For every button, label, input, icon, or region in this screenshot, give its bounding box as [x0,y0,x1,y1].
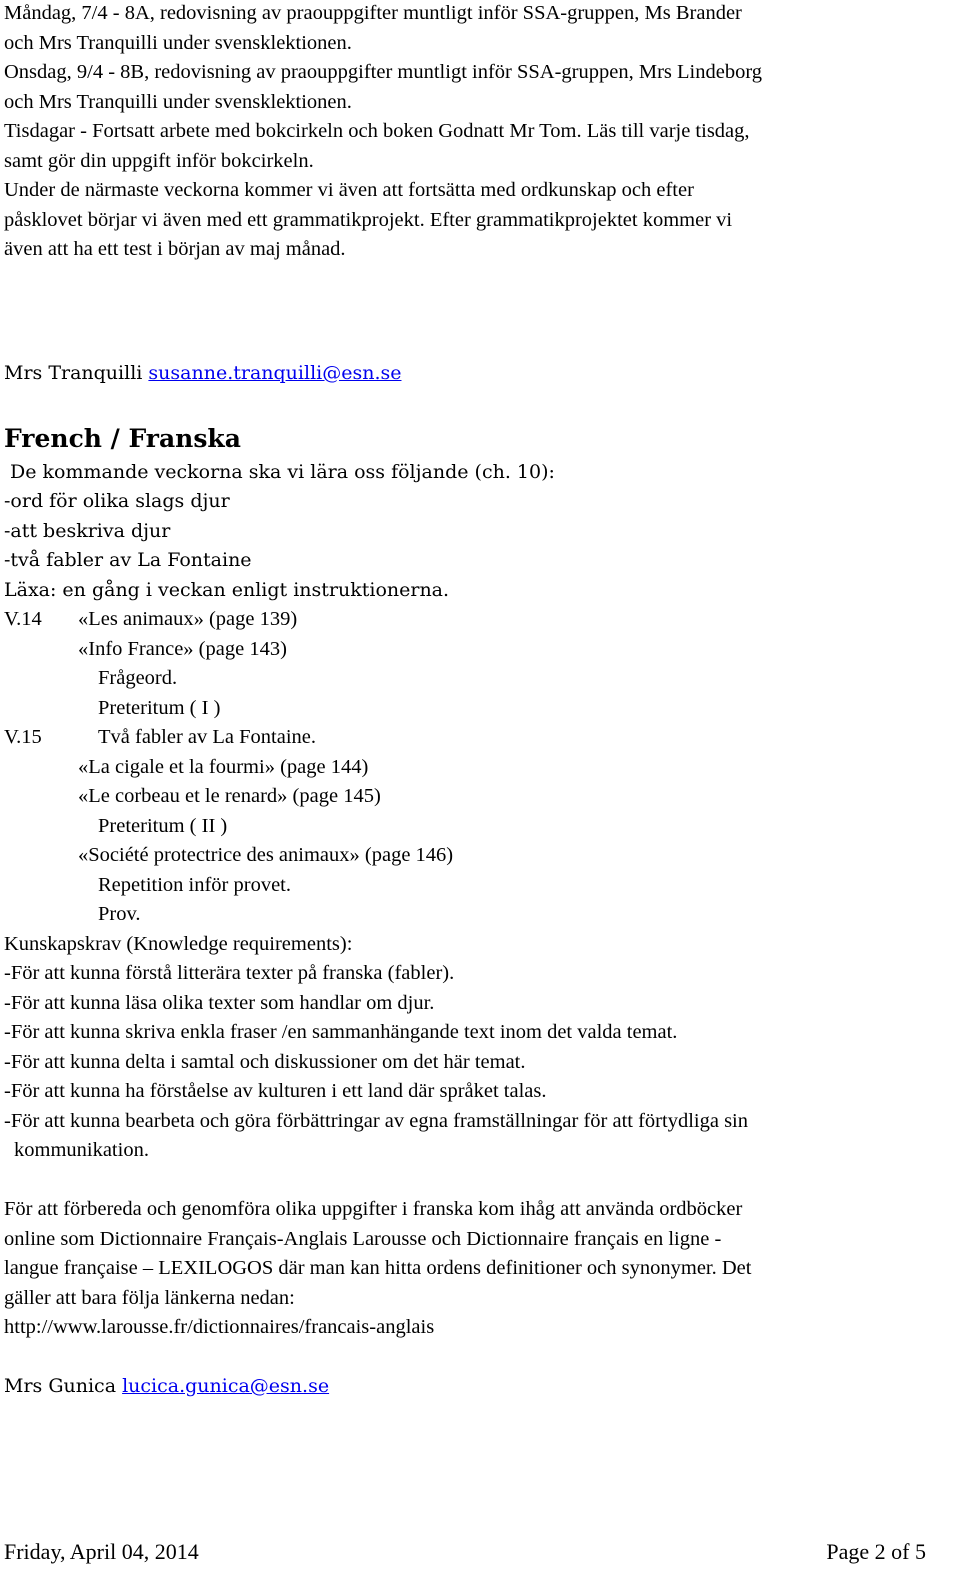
schedule-line: samt gör din uppgift inför bokcirkeln. [4,150,314,172]
dictionary-paragraph-line: För att förbereda och genomföra olika uppgifter i franska kom ihåg att använda ordböcker [4,1198,743,1220]
footer-date: Friday, April 04, 2014 [4,1539,199,1564]
teacher-name: Mrs Tranquilli [4,362,143,384]
week-item: Repetition inför provet. [98,874,291,896]
section-heading: French / Franska [4,424,241,453]
week-item: Prov. [98,903,141,925]
dictionary-url: http://www.larousse.fr/dictionnaires/francais-anglais [4,1316,435,1338]
week-item: «La cigale et la fourmi» (page 144) [78,756,369,778]
topic-item: -två fabler av La Fontaine [4,549,252,571]
week-item: «Les animaux» (page 139) [78,608,298,630]
week-item: «Le corbeau et le renard» (page 145) [78,785,381,807]
schedule-line: Onsdag, 9/4 - 8B, redovisning av praouppgifter muntligt inför SSA-gruppen, Mrs Lindeborg [4,61,763,83]
topic-item: -att beskriva djur [4,520,171,542]
teacher-name: Mrs Gunica [4,1375,117,1397]
schedule-line: och Mrs Tranquilli under svensklektionen. [4,32,352,54]
requirement-item: -För att kunna förstå litterära texter på franska (fabler). [4,962,455,984]
email-link[interactable]: susanne.tranquilli@esn.se [148,362,402,384]
intro-text: De kommande veckorna ska vi lära oss följande (ch. 10): [10,461,555,483]
requirement-item: -För att kunna bearbeta och göra förbättringar av egna framställningar för att förtydliga sin [4,1110,748,1132]
week-item: «Société protectrice des animaux» (page 146) [78,844,454,866]
dictionary-paragraph-line: online som Dictionnaire Français-Anglais Larousse och Dictionnaire français en ligne - [4,1228,722,1250]
requirement-item: -För att kunna ha förståelse av kulturen i ett land där språket talas. [4,1080,547,1102]
requirement-item: -För att kunna läsa olika texter som handlar om djur. [4,992,435,1014]
schedule-line: Tisdagar - Fortsatt arbete med bokcirkeln och boken Godnatt Mr Tom. Läs till varje tisdag, [4,120,750,142]
topic-item: -ord för olika slags djur [4,490,230,512]
footer-page-number: Page 2 of 5 [826,1539,926,1564]
teacher-contact-gunica [4,1374,329,1398]
week-label: V.14 [4,608,42,630]
teacher-contact-tranquilli [4,361,401,385]
email-link[interactable]: lucica.gunica@esn.se [122,1375,330,1397]
schedule-line: Måndag, 7/4 - 8A, redovisning av praouppgifter muntligt inför SSA-gruppen, Ms Brander [4,2,742,24]
requirement-item: -För att kunna delta i samtal och diskussioner om det här temat. [4,1051,526,1073]
homework-text: Läxa: en gång i veckan enligt instruktionerna. [4,579,450,601]
schedule-line: påsklovet börjar vi även med ett grammatikprojekt. Efter grammatikprojektet kommer vi [4,209,733,231]
requirements-heading: Kunskapskrav (Knowledge requirements): [4,933,353,955]
week-item: Två fabler av La Fontaine. [98,726,317,748]
week-item: Preteritum ( II ) [98,815,228,837]
schedule-line: Under de närmaste veckorna kommer vi även att fortsätta med ordkunskap och efter [4,179,694,201]
week-item: Preteritum ( I ) [98,697,221,719]
week-item: Frågeord. [98,667,178,689]
requirement-item: kommunikation. [14,1139,149,1161]
schedule-line: även att ha ett test i början av maj månad. [4,238,346,260]
requirement-item: -För att kunna skriva enkla fraser /en sammanhängande text inom det valda temat. [4,1021,678,1043]
week-label: V.15 [4,726,42,748]
dictionary-paragraph-line: gäller att bara följa länkerna nedan: [4,1287,295,1309]
week-item: «Info France» (page 143) [78,638,287,660]
dictionary-paragraph-line: langue française – LEXILOGOS där man kan hitta ordens definitioner och synonymer. Det [4,1257,752,1279]
schedule-line: och Mrs Tranquilli under svensklektionen. [4,91,352,113]
